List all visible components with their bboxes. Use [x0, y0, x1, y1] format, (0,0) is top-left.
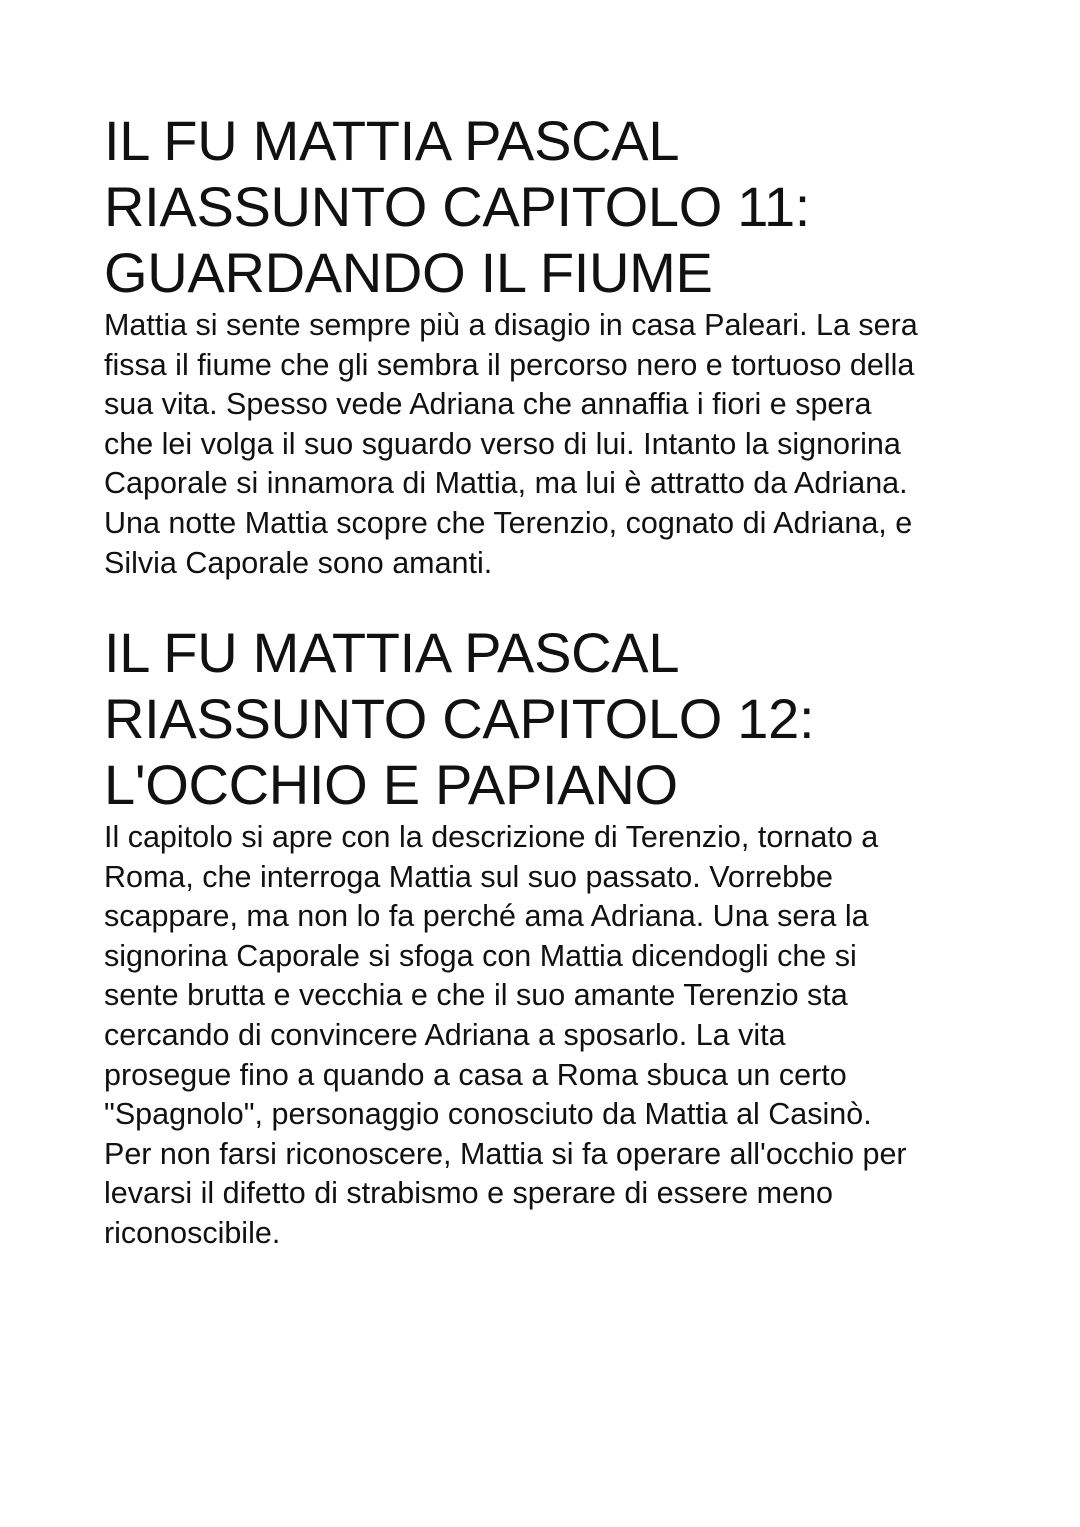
- title-line: RIASSUNTO CAPITOLO 11:: [104, 175, 811, 238]
- title-line: GUARDANDO IL FIUME: [104, 241, 713, 304]
- chapter-11-title: [104, 108, 918, 306]
- body-line: sente brutta e vecchia e che il suo amante Terenzio sta: [104, 978, 848, 1013]
- body-line: levarsi il difetto di strabismo e sperare di essere meno: [104, 1176, 833, 1211]
- title-line: RIASSUNTO CAPITOLO 12:: [104, 687, 815, 750]
- body-line: "Spagnolo", personaggio conosciuto da Mattia al Casinò.: [104, 1097, 872, 1132]
- body-line: Mattia si sente sempre più a disagio in casa Paleari. La sera: [104, 308, 918, 342]
- body-line: prosegue fino a quando a casa a Roma sbuca un certo: [104, 1057, 847, 1092]
- body-line: riconoscibile.: [104, 1215, 281, 1250]
- body-line: scappare, ma non lo fa perché ama Adriana. Una sera la: [104, 899, 869, 934]
- chapter-12-summary: [104, 818, 907, 1254]
- body-line: cercando di convincere Adriana a sposarlo. La vita: [104, 1017, 786, 1052]
- title-line: L'OCCHIO E PAPIANO: [104, 753, 678, 816]
- title-line: IL FU MATTIA PASCAL: [104, 109, 680, 172]
- body-line: sua vita. Spesso vede Adriana che annaffia i fiori e spera: [104, 387, 872, 422]
- body-line: Il capitolo si apre con la descrizione di Terenzio, tornato a: [104, 820, 879, 854]
- title-line: IL FU MATTIA PASCAL: [104, 621, 680, 684]
- body-line: Caporale si innamora di Mattia, ma lui è attratto da Adriana.: [104, 466, 908, 501]
- chapter-12-section: [104, 620, 907, 1254]
- chapter-12-title: [104, 620, 907, 818]
- body-line: signorina Caporale si sfoga con Mattia dicendogli che si: [104, 938, 857, 973]
- body-line: che lei volga il suo sguardo verso di lui. Intanto la signorina: [104, 426, 901, 461]
- body-line: fissa il fiume che gli sembra il percorso nero e tortuoso della: [104, 347, 915, 382]
- body-line: Roma, che interroga Mattia sul suo passato. Vorrebbe: [104, 859, 834, 894]
- body-line: Per non farsi riconoscere, Mattia si fa operare all'occhio per: [104, 1136, 907, 1171]
- chapter-11-section: [104, 108, 918, 583]
- chapter-11-summary: [104, 306, 918, 583]
- body-line: Silvia Caporale sono amanti.: [104, 545, 493, 580]
- body-line: Una notte Mattia scopre che Terenzio, cognato di Adriana, e: [104, 505, 913, 540]
